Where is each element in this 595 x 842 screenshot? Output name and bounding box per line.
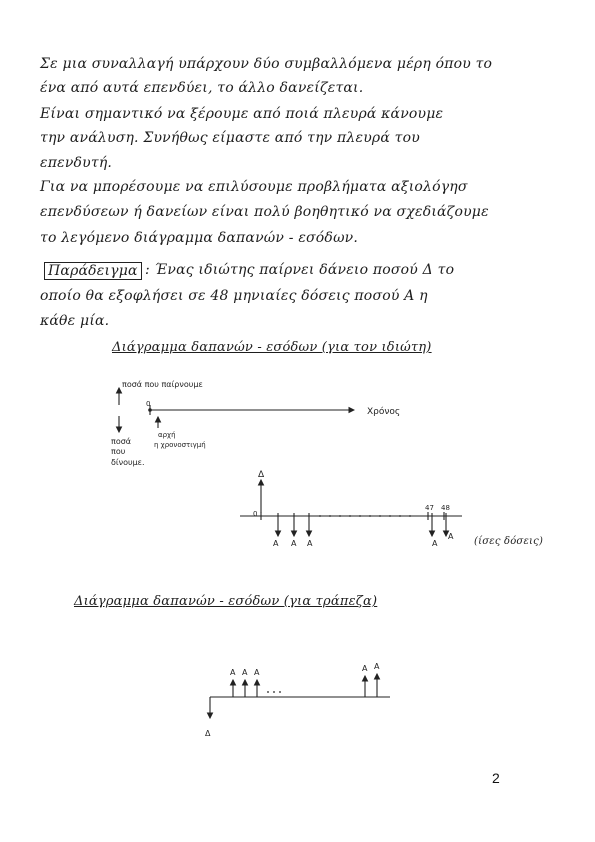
- time-label: Χρόνος: [367, 407, 401, 417]
- legend-down-label-3: δίνουμε.: [111, 458, 145, 467]
- text-line-1: Σε μια συναλλαγή υπάρχουν δύο συμβαλλόμενα μέρη όπου το: [40, 56, 493, 72]
- text-line-7: επενδύσεων ή δανείων είναι πολύ βοηθητικό να σχεδιάζουμε: [40, 204, 489, 220]
- legend-up-label: ποσά που παίρνουμε: [122, 380, 203, 389]
- example-label: Παράδειγμα: [44, 262, 142, 280]
- tick-label-47: 47: [425, 504, 434, 512]
- bank-payment-label-2: Α: [242, 668, 248, 677]
- start-label-2: η χρονοστιγμή: [154, 441, 206, 449]
- legend-down-label-2: που: [111, 447, 126, 456]
- text-line-8: το λεγόμενο διάγραμμα δαπανών - εσόδων.: [40, 230, 359, 246]
- start-label-1: αρχή: [158, 431, 176, 439]
- origin-label: 0: [146, 400, 151, 408]
- origin-dot: [148, 408, 152, 412]
- bank-payment-label-47: Α: [362, 664, 368, 673]
- payment-label-3: Α: [307, 539, 313, 548]
- text-line-4: την ανάλυση. Συνήθως είμαστε από την πλευρά του: [40, 130, 420, 146]
- page-number: 2: [492, 770, 500, 786]
- payment-label-48: Α: [448, 532, 454, 541]
- equal-installments-note: (ίσες δόσεις): [474, 536, 544, 547]
- payment-label-1: Α: [273, 539, 279, 548]
- example-line-1: : Ένας ιδιώτης παίρνει δάνειο ποσού Δ το: [145, 262, 455, 278]
- legend-down-label-1: ποσά: [111, 437, 132, 446]
- payment-label-47: Α: [432, 539, 438, 548]
- bank-payment-label-1: Α: [230, 668, 236, 677]
- tick-label-48: 48: [441, 504, 450, 512]
- diagram1-title: Διάγραμμα δαπανών - εσόδων (για τον ιδιώτη): [112, 340, 432, 355]
- text-line-5: επενδυτή.: [40, 155, 113, 171]
- text-line-6: Για να μπορέσουμε να επιλύσουμε προβλήματα αξιολόγησ: [40, 179, 468, 195]
- text-line-2: ένα από αυτά επενδύει, το άλλο δανείζεται.: [40, 80, 364, 96]
- bank-loan-label: Δ: [205, 729, 211, 738]
- text-line-3: Είναι σημαντικό να ξέρουμε από ποιά πλευρά κάνουμε: [40, 106, 444, 122]
- example-line-3: κάθε μία.: [40, 313, 110, 329]
- payment-label-2: Α: [291, 539, 297, 548]
- bank-payment-label-3: Α: [254, 668, 260, 677]
- zero-tick-label: 0: [253, 510, 258, 518]
- example-line-2: οποίο θα εξοφλήσει σε 48 μηνιαίες δόσεις ποσού Α η: [40, 288, 428, 304]
- bank-payment-label-48: Α: [374, 662, 380, 671]
- loan-amount-label: Δ: [258, 470, 265, 480]
- diagram3-title: Διάγραμμα δαπανών - εσόδων (για τράπεζα): [74, 594, 378, 609]
